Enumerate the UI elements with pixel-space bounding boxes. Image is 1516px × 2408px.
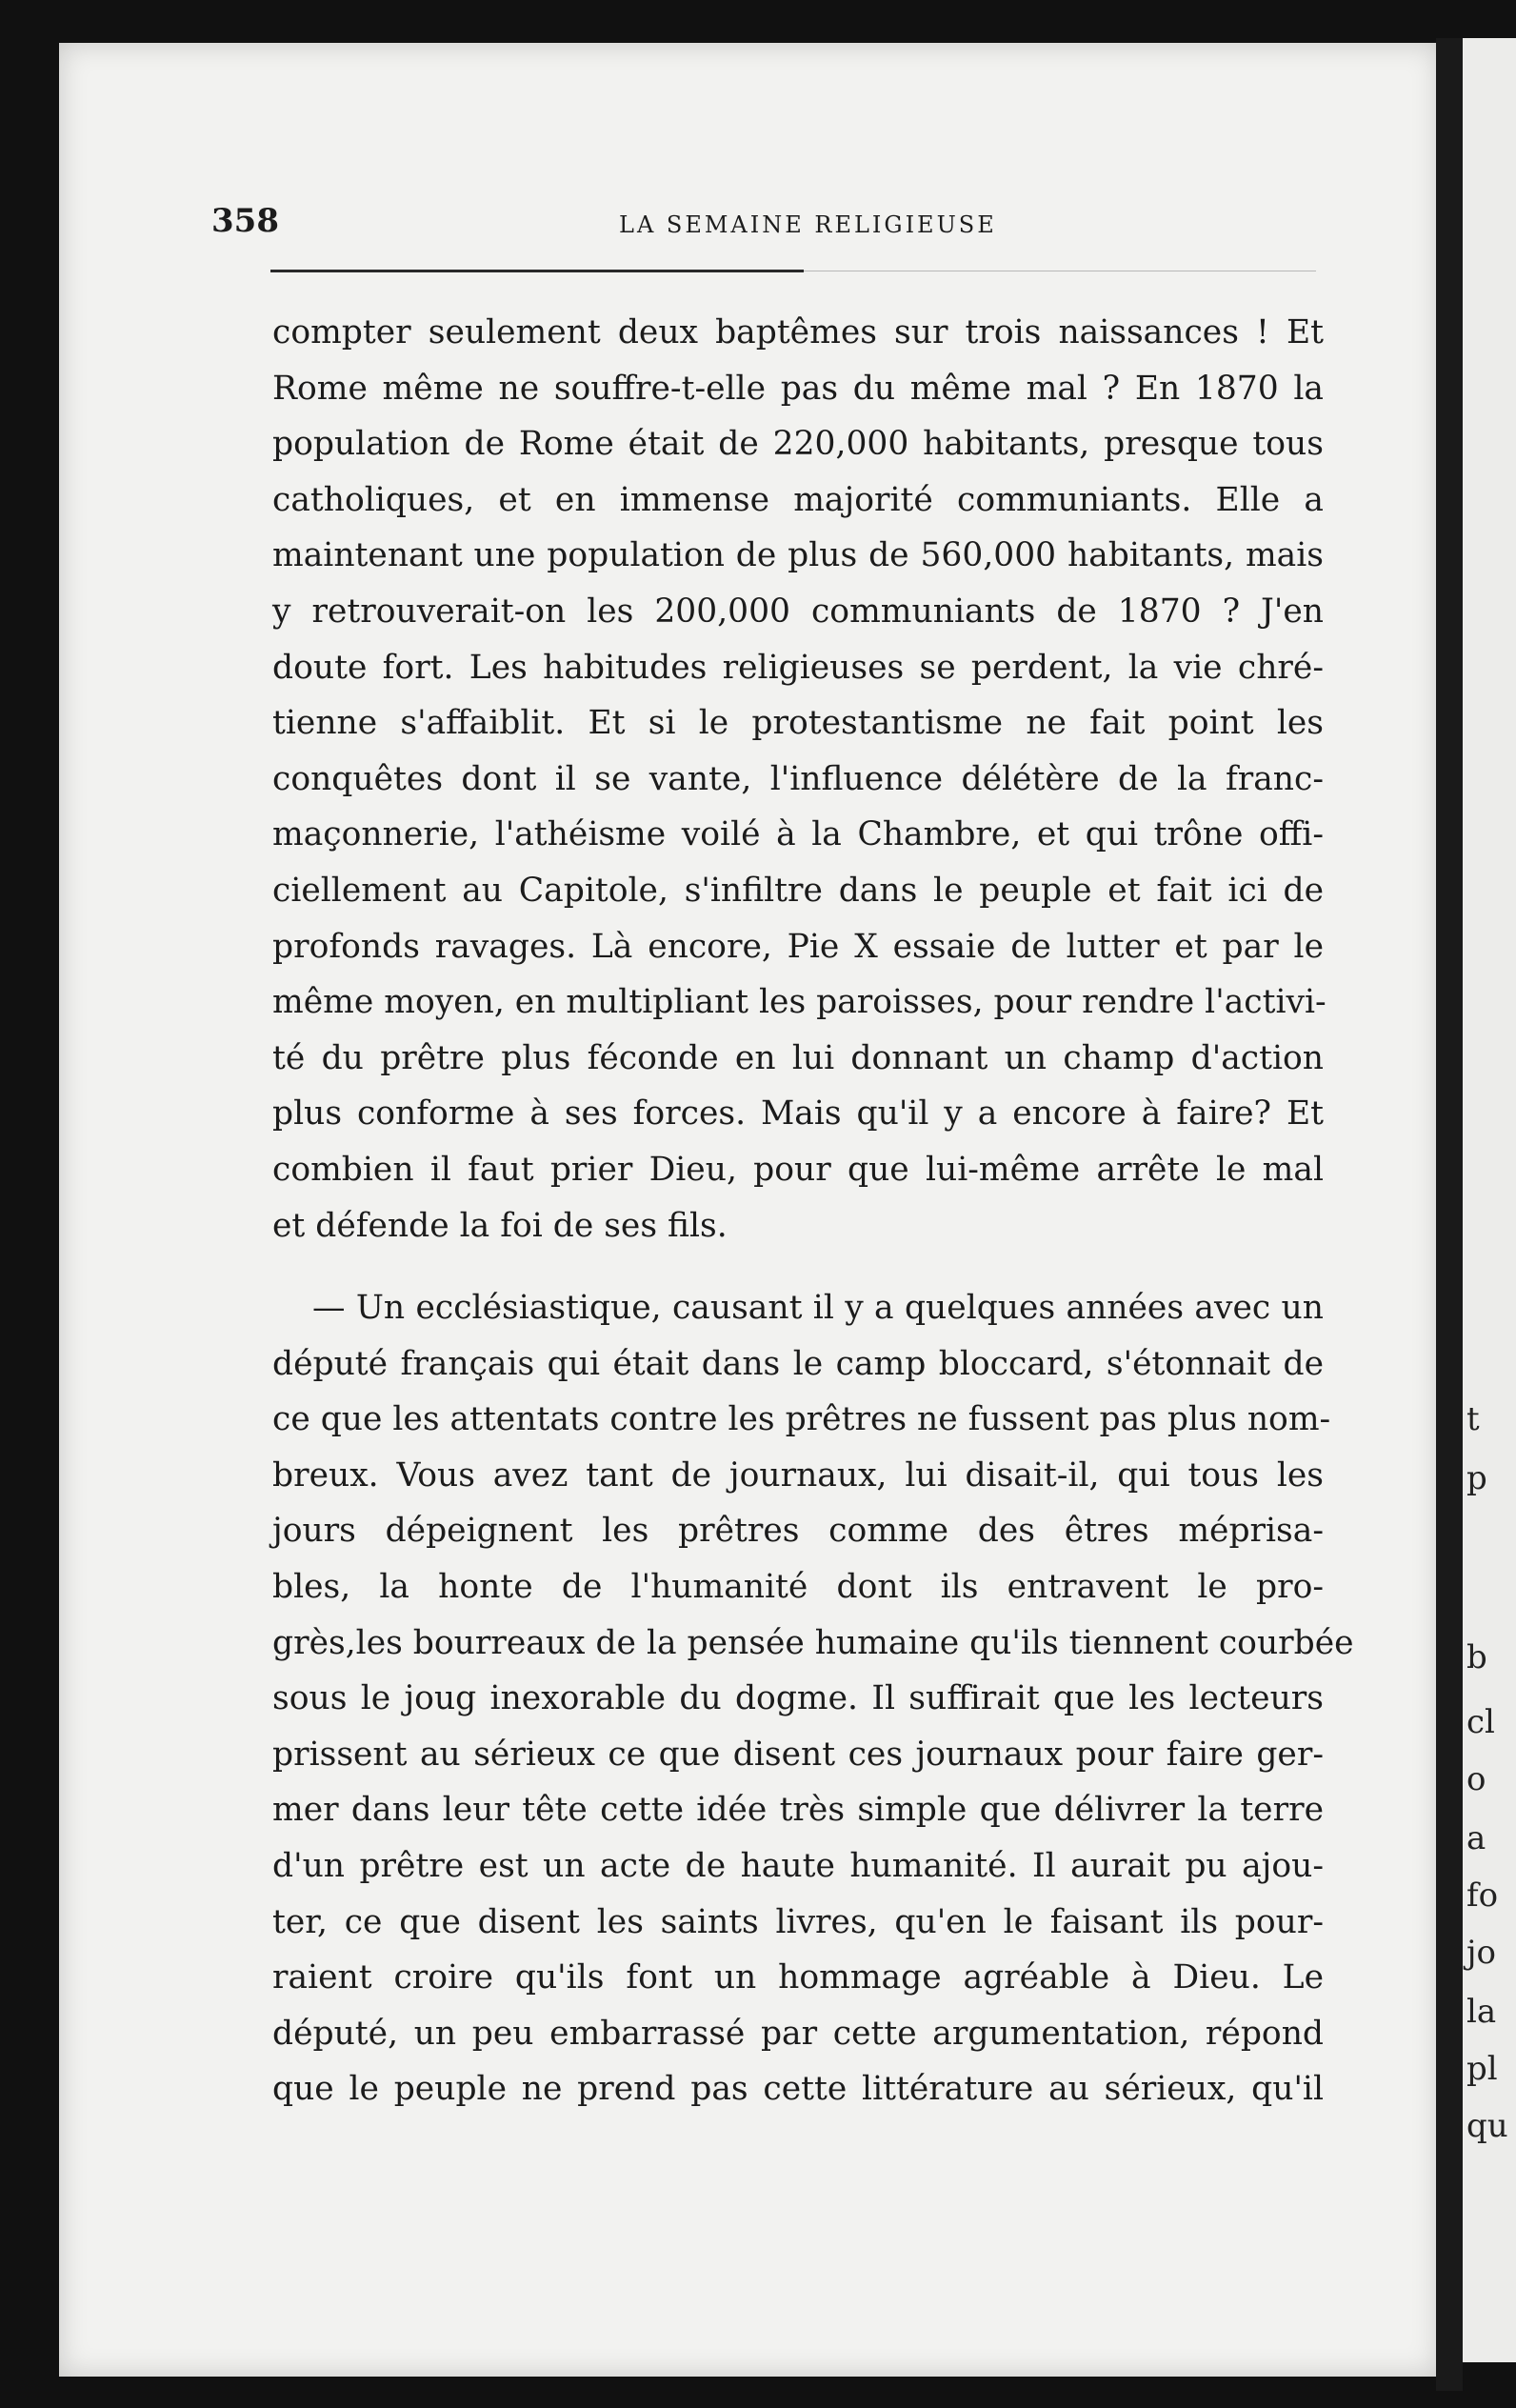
text-line: profonds ravages. Là encore, Pie X essaie de lutter et par le [272, 927, 1324, 966]
text-line: breux. Vous avez tant de journaux, lui disait-il, qui tous les [272, 1455, 1324, 1495]
text-line: et défende la foi de ses fils. [272, 1206, 728, 1245]
facing-text-fragment: la [1466, 1993, 1497, 2031]
text-line: doute fort. Les habitudes religieuses se perdent, la vie chré- [272, 648, 1324, 687]
text-line: sous le joug inexorable du dogme. Il suffirait que les lecteurs [272, 1679, 1324, 1718]
text-line: — Un ecclésiastique, causant il y a quelques années avec un [312, 1289, 1324, 1328]
facing-page-edge [1463, 38, 1516, 2362]
text-line: député, un peu embarrassé par cette argumentation, répond [272, 2014, 1324, 2053]
text-line: y retrouverait-on les 200,000 communiants de 1870 ? J'en [272, 592, 1324, 631]
text-line: mer dans leur tête cette idée très simple que délivrer la terre [272, 1791, 1324, 1830]
text-line: jours dépeignent les prêtres comme des êtres méprisa- [272, 1512, 1324, 1551]
text-line: ce que les attentats contre les prêtres ne fussent pas plus nom- [272, 1400, 1331, 1439]
book-binding [1436, 38, 1463, 2391]
facing-text-fragment: fo [1466, 1876, 1499, 1915]
facing-text-fragment: qu [1466, 2107, 1508, 2145]
text-line: Rome même ne souffre-t-elle pas du même mal ? En 1870 la [272, 369, 1324, 408]
text-line: population de Rome était de 220,000 habitants, presque tous [272, 425, 1324, 464]
text-line: député français qui était dans le camp bloccard, s'étonnait de [272, 1344, 1324, 1383]
text-line: catholiques, et en immense majorité communiants. Elle a [272, 480, 1324, 519]
paragraph-gap [272, 1254, 1324, 1280]
paragraph [272, 305, 1324, 1254]
facing-text-fragment: cl [1466, 1703, 1495, 1741]
facing-text-fragment: a [1466, 1819, 1486, 1857]
text-line: maintenant une population de plus de 560,000 habitants, mais [272, 536, 1324, 575]
text-line: ter, ce que disent les saints livres, qu'en le faisant ils pour- [272, 1902, 1324, 1941]
facing-text-fragment: pl [1466, 2050, 1498, 2088]
text-line: té du prêtre plus féconde en lui donnant un champ d'action [272, 1038, 1324, 1077]
running-head: LA SEMAINE RELIGIEUSE [619, 211, 997, 238]
facing-text-fragment: p [1466, 1459, 1487, 1497]
text-line: même moyen, en multipliant les paroisses, pour rendre l'activi- [272, 983, 1326, 1022]
facing-text-fragment: o [1466, 1760, 1486, 1798]
text-line: combien il faut prier Dieu, pour que lui-même arrête le mal [272, 1150, 1324, 1189]
text-line: conquêtes dont il se vante, l'influence délétère de la franc- [272, 759, 1324, 798]
text-line: compter seulement deux baptêmes sur trois naissances ! Et [272, 313, 1324, 351]
facing-text-fragment: b [1466, 1638, 1487, 1676]
page-number: 358 [211, 202, 279, 240]
text-line: bles, la honte de l'humanité dont ils entravent le pro- [272, 1568, 1324, 1607]
header-rule [270, 270, 804, 272]
paragraph [272, 1280, 1354, 2117]
text-line: d'un prêtre est un acte de haute humanité. Il aurait pu ajou- [272, 1847, 1324, 1886]
text-line: ciellement au Capitole, s'infiltre dans le peuple et fait ici de [272, 871, 1324, 910]
facing-text-fragment: t [1466, 1400, 1480, 1438]
facing-text-fragment: jo [1466, 1934, 1497, 1972]
page-header [211, 202, 1326, 250]
text-line: plus conforme à ses forces. Mais qu'il y a encore à faire? Et [272, 1094, 1324, 1134]
text-line: raient croire qu'ils font un hommage agréable à Dieu. Le [272, 1958, 1324, 1997]
text-line: tienne s'affaiblit. Et si le protestantisme ne fait point les [272, 704, 1324, 743]
body-text [272, 305, 1354, 2117]
text-line: maçonnerie, l'athéisme voilé à la Chambre, et qui trône offi- [272, 815, 1324, 854]
text-line: prissent au sérieux ce que disent ces journaux pour faire ger- [272, 1735, 1324, 1774]
text-line: que le peuple ne prend pas cette littérature au sérieux, qu'il [272, 2070, 1324, 2109]
text-line: grès,les bourreaux de la pensée humaine qu'ils tiennent courbée [272, 1623, 1354, 1662]
